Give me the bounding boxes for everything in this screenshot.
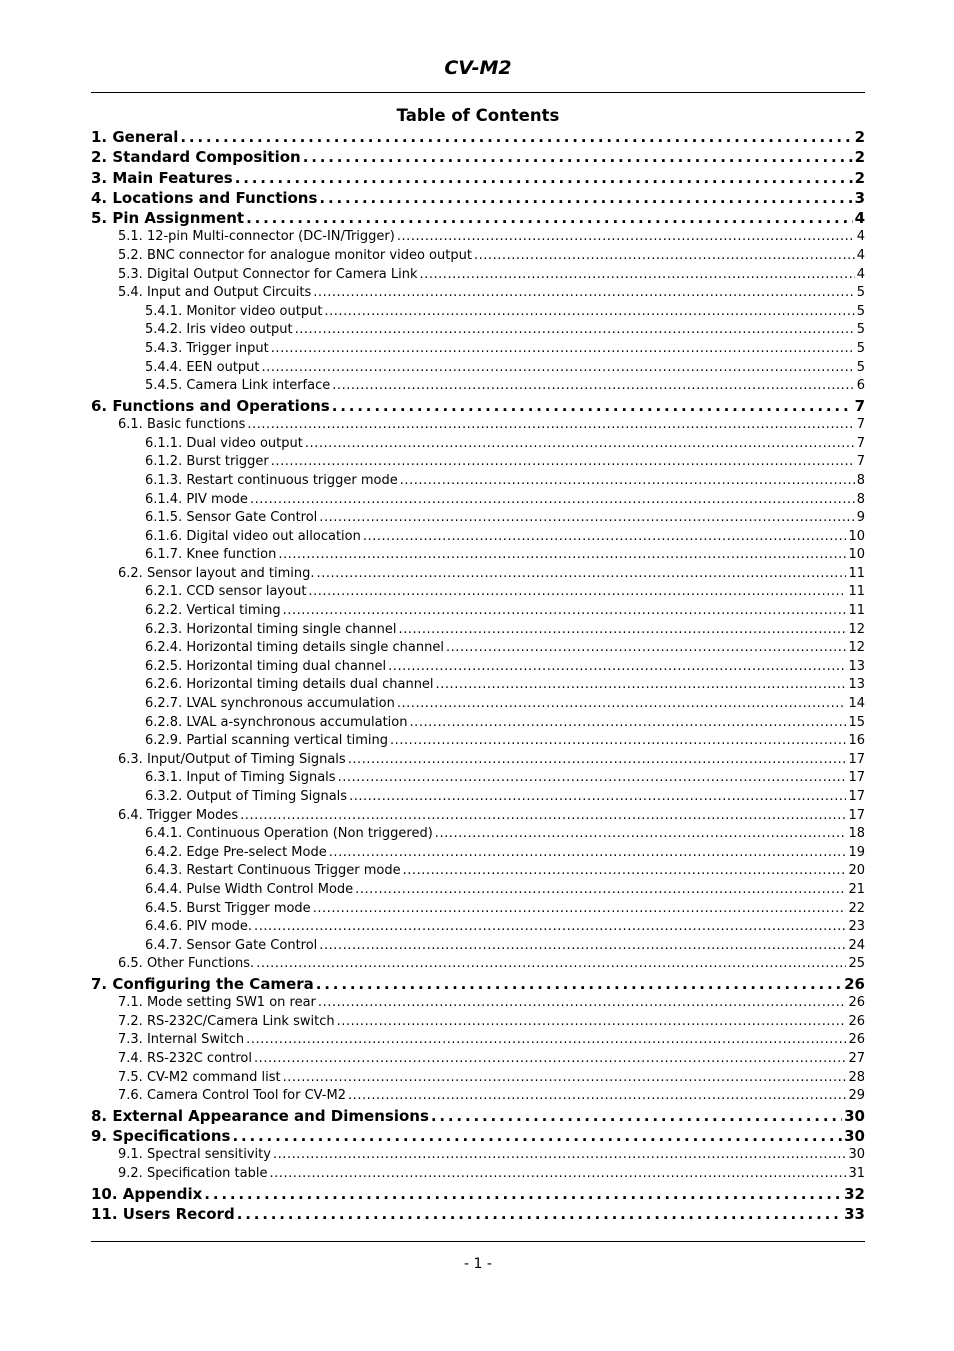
toc-entry[interactable] [91, 1070, 865, 1089]
toc-entry-label: 6.3. Input/Output of Timing Signals [118, 751, 346, 767]
toc-entry-page: 30 [848, 1147, 865, 1163]
toc-leader-dots [337, 1014, 847, 1029]
toc-leader-dots [409, 715, 846, 730]
toc-leader-dots [397, 229, 855, 244]
toc-leader-dots [400, 473, 855, 488]
toc-leader-dots [254, 1051, 846, 1066]
toc-entry-label: 9.1. Spectral sensitivity [118, 1147, 271, 1163]
page-number: - 1 - [464, 1256, 492, 1272]
toc-leader-dots [431, 1107, 842, 1125]
toc-entry-page: 21 [848, 881, 865, 897]
toc-leader-dots [313, 901, 847, 916]
toc-entry-label: 6.2.9. Partial scanning vertical timing [145, 733, 389, 749]
toc-leader-dots [308, 584, 846, 599]
toc-entry[interactable] [91, 473, 865, 492]
toc-entry-page: 7 [856, 454, 865, 470]
toc-entry-label: 2. Standard Composition [91, 148, 301, 167]
toc-leader-dots [317, 566, 847, 581]
toc-entry[interactable] [91, 975, 865, 995]
toc-entry-label: 3. Main Features [91, 168, 233, 187]
toc-leader-dots [403, 863, 847, 878]
toc-entry-page: 12 [848, 640, 865, 656]
toc-entry-page: 15 [848, 714, 865, 730]
toc-entry-label: 7.3. Internal Switch [118, 1032, 245, 1048]
toc-entry-page: 11 [848, 603, 865, 619]
toc-entry-label: 10. Appendix [91, 1184, 203, 1203]
toc-entry[interactable] [91, 956, 865, 975]
toc-entry-page: 5 [856, 303, 865, 319]
toc-entry-label: 8. External Appearance and Dimensions [91, 1106, 429, 1125]
toc-entry-label: 6.2.4. Horizontal timing details single channel [145, 640, 444, 656]
toc-entry-label: 7.4. RS-232C control [118, 1051, 252, 1067]
toc-entry[interactable] [91, 566, 865, 585]
toc-entry[interactable] [91, 397, 865, 417]
toc-entry[interactable] [91, 640, 865, 659]
toc-entry-label: 5.4. Input and Output Circuits [118, 285, 312, 301]
toc-entry-label: 6.5. Other Functions. [118, 956, 255, 972]
toc-entry[interactable] [91, 1088, 865, 1107]
toc-entry-page: 26 [848, 1013, 865, 1029]
toc-entry-label: 6.2.3. Horizontal timing single channel [145, 621, 397, 637]
toc-entry[interactable] [91, 677, 865, 696]
toc-leader-dots [246, 209, 852, 227]
toc-entry-page: 8 [856, 472, 865, 488]
toc-leader-dots [435, 826, 847, 841]
toc-leader-dots [247, 417, 854, 432]
toc-entry-label: 5.4.3. Trigger input [145, 341, 269, 357]
toc-entry-label: 6.1.3. Restart continuous trigger mode [145, 472, 398, 488]
toc-entry-page: 20 [848, 863, 865, 879]
toc-entry-label: 6.4. Trigger Modes [118, 807, 239, 823]
toc-entry[interactable] [91, 436, 865, 455]
toc-entry-label: 6.1.5. Sensor Gate Control [145, 510, 318, 526]
toc-entry-label: 6.2.1. CCD sensor layout [145, 584, 307, 600]
toc-entry[interactable] [91, 547, 865, 566]
toc-leader-dots [271, 341, 855, 356]
toc-entry-label: 6.2.2. Vertical timing [145, 603, 281, 619]
toc-entry-page: 7 [856, 435, 865, 451]
toc-entry[interactable] [91, 529, 865, 548]
toc-leader-dots [316, 975, 842, 993]
toc-entry-label: 4. Locations and Functions [91, 188, 318, 207]
toc-entry-page: 27 [848, 1051, 865, 1067]
toc-entry-page: 4 [856, 248, 865, 264]
toc-leader-dots [313, 285, 854, 300]
toc-entry-label: 6.1. Basic functions [118, 417, 246, 433]
toc-entry[interactable] [91, 1107, 865, 1127]
toc-leader-dots [355, 882, 846, 897]
toc-entry-label: 6.4.2. Edge Pre-select Mode [145, 844, 327, 860]
toc-entry-label: 6.1.7. Knee function [145, 547, 277, 563]
toc-leader-dots [348, 752, 847, 767]
toc-entry-label: 6.4.6. PIV mode. [145, 919, 253, 935]
toc-leader-dots [250, 492, 855, 507]
toc-title: Table of Contents [396, 106, 560, 125]
toc-entry-label: 6.3.1. Input of Timing Signals [145, 770, 336, 786]
toc-entry-label: 6.4.1. Continuous Operation (Non triggered) [145, 826, 433, 842]
toc-entry[interactable] [91, 882, 865, 901]
toc-entry-label: 6.1.2. Burst trigger [145, 454, 269, 470]
toc-entry[interactable] [91, 938, 865, 957]
toc-entry-page: 10 [848, 547, 865, 563]
toc-leader-dots [390, 733, 846, 748]
toc-leader-dots [303, 148, 853, 166]
toc-entry[interactable] [91, 229, 865, 248]
toc-entry[interactable] [91, 128, 865, 148]
toc-entry[interactable] [91, 603, 865, 622]
toc-entry[interactable] [91, 417, 865, 436]
footer-divider [91, 1241, 865, 1242]
toc-entry-page: 26 [848, 1032, 865, 1048]
toc-entry[interactable] [91, 659, 865, 678]
toc-entry-page: 6 [856, 378, 865, 394]
toc-entry-label: 5. Pin Assignment [91, 209, 245, 228]
toc-entry[interactable] [91, 248, 865, 267]
toc-entry-page: 4 [856, 266, 865, 282]
toc-entry[interactable] [91, 510, 865, 529]
toc-leader-dots [332, 397, 853, 415]
toc-entry-label: 7.5. CV-M2 command list [118, 1069, 281, 1085]
toc-entry[interactable] [91, 901, 865, 920]
toc-leader-dots [269, 1166, 846, 1181]
toc-entry[interactable] [91, 995, 865, 1014]
toc-entry-page: 2 [854, 128, 865, 146]
toc-entry-label: 5.2. BNC connector for analogue monitor video output [118, 248, 472, 264]
toc-entry[interactable] [91, 715, 865, 734]
toc-entry-label: 7.1. Mode setting SW1 on rear [118, 995, 316, 1011]
toc-entry-label: 7.6. Camera Control Tool for CV-M2 [118, 1088, 346, 1104]
toc-leader-dots [348, 1088, 846, 1103]
toc-entry[interactable] [91, 733, 865, 752]
toc-leader-dots [419, 267, 854, 282]
toc-entry-label: 5.4.5. Camera Link interface [145, 378, 331, 394]
toc-entry-label: 6.4.3. Restart Continuous Trigger mode [145, 863, 401, 879]
toc-entry-page: 5 [856, 322, 865, 338]
toc-entry-page: 10 [848, 528, 865, 544]
toc-entry-page: 26 [848, 995, 865, 1011]
toc-entry-page: 22 [848, 900, 865, 916]
toc-entry[interactable] [91, 789, 865, 808]
toc-entry-page: 25 [848, 956, 865, 972]
toc-entry[interactable] [91, 1205, 865, 1225]
toc-leader-dots [271, 454, 855, 469]
toc-entry-page: 30 [844, 1106, 865, 1125]
toc-entry-label: 6.1.4. PIV mode [145, 491, 248, 507]
toc-leader-dots [319, 510, 854, 525]
toc-entry[interactable] [91, 1147, 865, 1166]
toc-entry-page: 14 [848, 696, 865, 712]
toc-entry[interactable] [91, 267, 865, 286]
toc-entry-page: 3 [854, 188, 865, 207]
toc-entry-label: 11. Users Record [91, 1204, 235, 1223]
toc-entry[interactable] [91, 845, 865, 864]
toc-entry-page: 29 [848, 1088, 865, 1104]
toc-entry[interactable] [91, 360, 865, 379]
toc-entry-label: 6.1.6. Digital video out allocation [145, 528, 361, 544]
toc-leader-dots [235, 169, 853, 187]
toc-entry-page: 12 [848, 621, 865, 637]
toc-leader-dots [399, 622, 847, 637]
toc-leader-dots [397, 696, 847, 711]
toc-entry[interactable] [91, 584, 865, 603]
toc-entry-label: 7. Configuring the Camera [91, 974, 314, 993]
toc-entry-page: 18 [848, 826, 865, 842]
toc-entry[interactable] [91, 808, 865, 827]
toc-entry-label: 6.4.4. Pulse Width Control Mode [145, 881, 354, 897]
toc-entry[interactable] [91, 770, 865, 789]
toc-entry-page: 16 [848, 733, 865, 749]
toc-entry[interactable] [91, 341, 865, 360]
toc-leader-dots [349, 789, 846, 804]
toc-leader-dots [474, 248, 855, 263]
toc-entry[interactable] [91, 148, 865, 168]
table-of-contents [91, 128, 865, 1225]
toc-leader-dots [204, 1185, 842, 1203]
toc-entry[interactable] [91, 1051, 865, 1070]
header-divider [91, 92, 865, 93]
toc-entry-page: 2 [854, 168, 865, 187]
toc-leader-dots [363, 529, 847, 544]
toc-entry-label: 5.3. Digital Output Connector for Camera Link [118, 266, 418, 282]
toc-leader-dots [237, 1205, 842, 1223]
toc-entry-label: 6.2.8. LVAL a-synchronous accumulation [145, 714, 408, 730]
toc-entry-page: 17 [848, 751, 865, 767]
toc-leader-dots [273, 1147, 847, 1162]
toc-entry-label: 9.2. Specification table [118, 1165, 268, 1181]
toc-leader-dots [324, 304, 854, 319]
toc-leader-dots [388, 659, 846, 674]
toc-entry[interactable] [91, 752, 865, 771]
toc-leader-dots [318, 995, 847, 1010]
toc-leader-dots [332, 378, 854, 393]
toc-entry-page: 13 [848, 677, 865, 693]
toc-entry-label: 5.4.1. Monitor video output [145, 303, 323, 319]
toc-entry-label: 6.4.5. Burst Trigger mode [145, 900, 311, 916]
toc-entry[interactable] [91, 1185, 865, 1205]
toc-entry-label: 6. Functions and Operations [91, 396, 330, 415]
toc-leader-dots [262, 360, 855, 375]
toc-entry-page: 11 [848, 565, 865, 581]
toc-leader-dots [256, 956, 846, 971]
toc-entry[interactable] [91, 1014, 865, 1033]
toc-entry-page: 23 [848, 919, 865, 935]
toc-entry-label: 6.2.6. Horizontal timing details dual channel [145, 677, 434, 693]
toc-entry[interactable] [91, 492, 865, 511]
toc-entry[interactable] [91, 378, 865, 397]
toc-entry-page: 13 [848, 658, 865, 674]
toc-leader-dots [295, 322, 855, 337]
page-header-title: CV-M2 [444, 57, 512, 79]
toc-entry[interactable] [91, 1032, 865, 1051]
toc-entry-page: 17 [848, 789, 865, 804]
toc-entry[interactable] [91, 304, 865, 323]
toc-entry-page: 7 [854, 396, 865, 415]
toc-leader-dots [240, 808, 846, 823]
toc-leader-dots [305, 436, 855, 451]
toc-entry-page: 17 [848, 770, 865, 786]
toc-entry-page: 5 [856, 359, 865, 375]
toc-entry[interactable] [91, 209, 865, 229]
toc-entry-page: 5 [856, 285, 865, 301]
toc-entry-page: 28 [848, 1069, 865, 1085]
toc-leader-dots [446, 640, 846, 655]
toc-entry[interactable] [91, 322, 865, 341]
toc-entry-label: 6.2.5. Horizontal timing dual channel [145, 658, 387, 674]
toc-entry-page: 4 [854, 209, 865, 228]
toc-entry-label: 6.1.1. Dual video output [145, 435, 303, 451]
toc-entry-page: 26 [844, 974, 865, 993]
toc-entry-label: 7.2. RS-232C/Camera Link switch [118, 1013, 335, 1029]
toc-entry-page: 33 [844, 1204, 865, 1223]
toc-entry-label: 9. Specifications [91, 1127, 231, 1146]
toc-entry[interactable] [91, 826, 865, 845]
toc-entry-page: 31 [848, 1165, 865, 1181]
toc-entry[interactable] [91, 285, 865, 304]
toc-leader-dots [283, 603, 847, 618]
toc-leader-dots [254, 919, 846, 934]
toc-leader-dots [283, 1070, 847, 1085]
toc-entry[interactable] [91, 1166, 865, 1185]
toc-entry-page: 19 [848, 844, 865, 860]
toc-entry-page: 9 [856, 510, 865, 526]
toc-entry-page: 2 [854, 148, 865, 167]
toc-entry-page: 5 [856, 341, 865, 357]
toc-leader-dots [338, 770, 847, 785]
toc-entry-label: 6.4.7. Sensor Gate Control [145, 937, 318, 953]
toc-entry-label: 5.4.2. Iris video output [145, 322, 293, 338]
toc-entry[interactable] [91, 189, 865, 209]
toc-entry[interactable] [91, 454, 865, 473]
toc-entry-page: 17 [848, 807, 865, 823]
toc-leader-dots [436, 677, 847, 692]
toc-entry-label: 1. General [91, 128, 179, 146]
toc-entry[interactable] [91, 169, 865, 189]
toc-entry-page: 4 [856, 229, 865, 245]
toc-entry[interactable] [91, 1127, 865, 1147]
toc-leader-dots [278, 547, 846, 562]
toc-entry-label: 5.4.4. EEN output [145, 359, 260, 375]
toc-entry-label: 6.3.2. Output of Timing Signals [145, 789, 348, 804]
toc-entry[interactable] [91, 863, 865, 882]
toc-leader-dots [329, 845, 847, 860]
toc-entry[interactable] [91, 919, 865, 938]
toc-leader-dots [319, 938, 846, 953]
toc-entry[interactable] [91, 696, 865, 715]
toc-leader-dots [246, 1032, 846, 1047]
toc-entry-page: 30 [844, 1127, 865, 1146]
toc-entry-label: 5.1. 12-pin Multi-connector (DC-IN/Trigger) [118, 229, 395, 245]
toc-leader-dots [180, 128, 852, 146]
toc-entry-page: 8 [856, 491, 865, 507]
toc-entry-label: 6.2. Sensor layout and timing. [118, 565, 315, 581]
toc-entry-page: 7 [856, 417, 865, 433]
toc-entry-label: 6.2.7. LVAL synchronous accumulation [145, 696, 395, 712]
toc-entry-page: 32 [844, 1184, 865, 1203]
toc-entry[interactable] [91, 622, 865, 641]
toc-entry-page: 24 [848, 937, 865, 953]
toc-leader-dots [232, 1127, 842, 1145]
toc-entry-page: 11 [848, 584, 865, 600]
toc-leader-dots [319, 189, 852, 207]
